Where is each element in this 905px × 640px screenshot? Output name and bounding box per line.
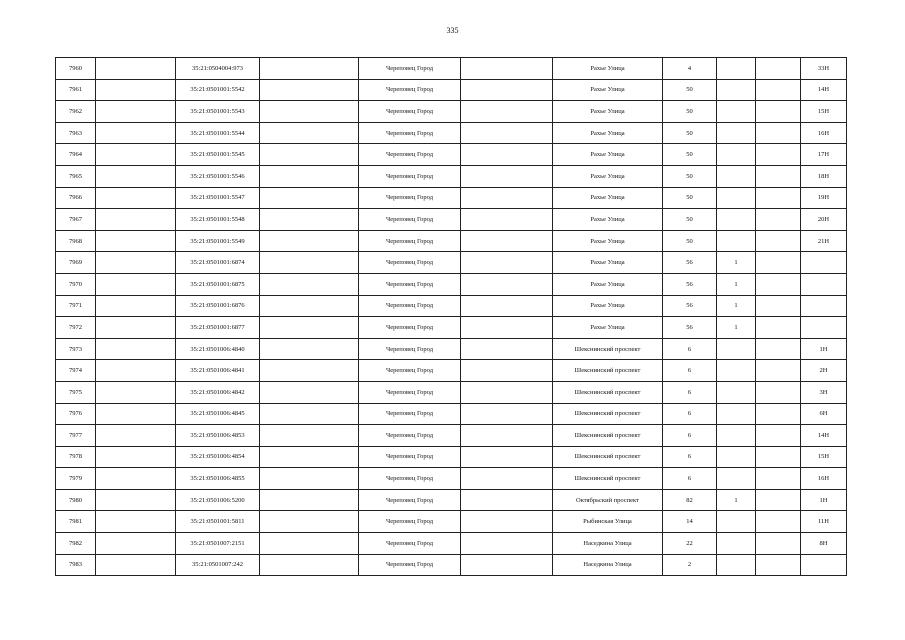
cadastral-number-cell: 35:21:0501006:4854 xyxy=(176,446,260,468)
cadastral-number-cell: 35:21:0501001:5543 xyxy=(176,101,260,123)
house-number-cell: 50 xyxy=(663,209,717,231)
empty-cell xyxy=(96,230,176,252)
city-cell: Череповец Город xyxy=(359,403,461,425)
house-number-cell: 56 xyxy=(663,252,717,274)
empty-cell xyxy=(260,338,359,360)
building-cell xyxy=(717,144,756,166)
building-cell xyxy=(717,101,756,123)
empty-cell xyxy=(96,425,176,447)
row-number-cell: 7962 xyxy=(56,101,96,123)
row-number-cell: 7968 xyxy=(56,230,96,252)
room-cell: 3Н xyxy=(801,381,847,403)
city-cell: Череповец Город xyxy=(359,317,461,339)
room-cell: 1Н xyxy=(801,489,847,511)
empty-cell xyxy=(756,165,801,187)
table-row xyxy=(56,360,847,382)
house-number-cell: 6 xyxy=(663,468,717,490)
street-cell: Рахье Улица xyxy=(553,230,663,252)
table-row xyxy=(56,425,847,447)
empty-cell xyxy=(461,230,553,252)
empty-cell xyxy=(260,144,359,166)
empty-cell xyxy=(461,489,553,511)
room-cell: 21Н xyxy=(801,230,847,252)
empty-cell xyxy=(96,122,176,144)
empty-cell xyxy=(260,468,359,490)
house-number-cell: 6 xyxy=(663,338,717,360)
city-cell: Череповец Город xyxy=(359,273,461,295)
building-cell xyxy=(717,209,756,231)
empty-cell xyxy=(461,317,553,339)
empty-cell xyxy=(461,101,553,123)
city-cell: Череповец Город xyxy=(359,446,461,468)
table-row xyxy=(56,144,847,166)
empty-cell xyxy=(461,79,553,101)
table-row xyxy=(56,187,847,209)
room-cell: 16Н xyxy=(801,122,847,144)
empty-cell xyxy=(260,360,359,382)
table-body xyxy=(56,58,847,576)
row-number-cell: 7965 xyxy=(56,165,96,187)
empty-cell xyxy=(461,273,553,295)
room-cell: 20Н xyxy=(801,209,847,231)
city-cell: Череповец Город xyxy=(359,360,461,382)
building-cell xyxy=(717,403,756,425)
empty-cell xyxy=(260,165,359,187)
room-cell: 33Н xyxy=(801,58,847,80)
empty-cell xyxy=(260,101,359,123)
room-cell: 16Н xyxy=(801,468,847,490)
building-cell: 1 xyxy=(717,252,756,274)
empty-cell xyxy=(756,511,801,533)
empty-cell xyxy=(260,122,359,144)
row-number-cell: 7972 xyxy=(56,317,96,339)
street-cell: Шекснинский проспект xyxy=(553,446,663,468)
house-number-cell: 56 xyxy=(663,273,717,295)
row-number-cell: 7966 xyxy=(56,187,96,209)
empty-cell xyxy=(260,533,359,555)
empty-cell xyxy=(96,295,176,317)
street-cell: Рахье Улица xyxy=(553,252,663,274)
table-row xyxy=(56,554,847,576)
cadastral-number-cell: 35:21:0501007:242 xyxy=(176,554,260,576)
table-row xyxy=(56,511,847,533)
empty-cell xyxy=(96,58,176,80)
empty-cell xyxy=(260,58,359,80)
table-row xyxy=(56,338,847,360)
house-number-cell: 56 xyxy=(663,317,717,339)
street-cell: Рахье Улица xyxy=(553,317,663,339)
empty-cell xyxy=(461,425,553,447)
empty-cell xyxy=(461,446,553,468)
room-cell xyxy=(801,317,847,339)
empty-cell xyxy=(756,58,801,80)
city-cell: Череповец Город xyxy=(359,252,461,274)
house-number-cell: 50 xyxy=(663,79,717,101)
empty-cell xyxy=(756,338,801,360)
street-cell: Рахье Улица xyxy=(553,144,663,166)
row-number-cell: 7967 xyxy=(56,209,96,231)
street-cell: Рахье Улица xyxy=(553,187,663,209)
street-cell: Шекснинский проспект xyxy=(553,425,663,447)
house-number-cell: 82 xyxy=(663,489,717,511)
street-cell: Рахье Улица xyxy=(553,101,663,123)
room-cell xyxy=(801,554,847,576)
table-row xyxy=(56,230,847,252)
empty-cell xyxy=(756,403,801,425)
empty-cell xyxy=(260,230,359,252)
room-cell: 14Н xyxy=(801,425,847,447)
empty-cell xyxy=(260,446,359,468)
table-row xyxy=(56,122,847,144)
table-row xyxy=(56,533,847,555)
row-number-cell: 7982 xyxy=(56,533,96,555)
city-cell: Череповец Город xyxy=(359,79,461,101)
empty-cell xyxy=(756,295,801,317)
house-number-cell: 22 xyxy=(663,533,717,555)
empty-cell xyxy=(260,489,359,511)
house-number-cell: 6 xyxy=(663,446,717,468)
empty-cell xyxy=(96,533,176,555)
street-cell: Рахье Улица xyxy=(553,58,663,80)
street-cell: Рахье Улица xyxy=(553,165,663,187)
row-number-cell: 7973 xyxy=(56,338,96,360)
empty-cell xyxy=(756,381,801,403)
empty-cell xyxy=(96,209,176,231)
street-cell: Шекснинский проспект xyxy=(553,468,663,490)
cadastral-number-cell: 35:21:0501001:6875 xyxy=(176,273,260,295)
empty-cell xyxy=(96,489,176,511)
table-row xyxy=(56,58,847,80)
street-cell: Рахье Улица xyxy=(553,295,663,317)
empty-cell xyxy=(96,554,176,576)
empty-cell xyxy=(260,403,359,425)
house-number-cell: 50 xyxy=(663,122,717,144)
empty-cell xyxy=(461,187,553,209)
city-cell: Череповец Город xyxy=(359,295,461,317)
empty-cell xyxy=(260,209,359,231)
building-cell xyxy=(717,511,756,533)
row-number-cell: 7981 xyxy=(56,511,96,533)
empty-cell xyxy=(260,511,359,533)
empty-cell xyxy=(260,554,359,576)
row-number-cell: 7983 xyxy=(56,554,96,576)
row-number-cell: 7963 xyxy=(56,122,96,144)
street-cell: Рахье Улица xyxy=(553,122,663,144)
city-cell: Череповец Город xyxy=(359,58,461,80)
empty-cell xyxy=(96,446,176,468)
street-cell: Рахье Улица xyxy=(553,79,663,101)
room-cell xyxy=(801,295,847,317)
street-cell: Рахье Улица xyxy=(553,209,663,231)
street-cell: Шекснинский проспект xyxy=(553,403,663,425)
empty-cell xyxy=(756,273,801,295)
empty-cell xyxy=(756,144,801,166)
building-cell: 1 xyxy=(717,317,756,339)
room-cell: 8Н xyxy=(801,533,847,555)
empty-cell xyxy=(96,101,176,123)
page-number: 335 xyxy=(446,26,459,35)
table-row xyxy=(56,165,847,187)
cadastral-number-cell: 35:21:0504004:973 xyxy=(176,58,260,80)
empty-cell xyxy=(96,511,176,533)
room-cell xyxy=(801,273,847,295)
room-cell xyxy=(801,252,847,274)
row-number-cell: 7964 xyxy=(56,144,96,166)
empty-cell xyxy=(756,554,801,576)
empty-cell xyxy=(96,273,176,295)
empty-cell xyxy=(96,317,176,339)
empty-cell xyxy=(461,468,553,490)
row-number-cell: 7977 xyxy=(56,425,96,447)
empty-cell xyxy=(756,209,801,231)
house-number-cell: 56 xyxy=(663,295,717,317)
house-number-cell: 14 xyxy=(663,511,717,533)
room-cell: 18Н xyxy=(801,165,847,187)
house-number-cell: 6 xyxy=(663,381,717,403)
table-row xyxy=(56,252,847,274)
room-cell: 19Н xyxy=(801,187,847,209)
city-cell: Череповец Город xyxy=(359,187,461,209)
row-number-cell: 7960 xyxy=(56,58,96,80)
empty-cell xyxy=(461,58,553,80)
room-cell: 14Н xyxy=(801,79,847,101)
street-cell: Шекснинский проспект xyxy=(553,381,663,403)
house-number-cell: 6 xyxy=(663,360,717,382)
row-number-cell: 7978 xyxy=(56,446,96,468)
row-number-cell: 7976 xyxy=(56,403,96,425)
row-number-cell: 7971 xyxy=(56,295,96,317)
empty-cell xyxy=(756,187,801,209)
house-number-cell: 6 xyxy=(663,425,717,447)
city-cell: Череповец Город xyxy=(359,101,461,123)
building-cell xyxy=(717,165,756,187)
empty-cell xyxy=(260,425,359,447)
empty-cell xyxy=(260,273,359,295)
empty-cell xyxy=(461,338,553,360)
cadastral-number-cell: 35:21:0501001:6876 xyxy=(176,295,260,317)
street-cell: Наседкина Улица xyxy=(553,533,663,555)
street-cell: Шекснинский проспект xyxy=(553,360,663,382)
street-cell: Наседкина Улица xyxy=(553,554,663,576)
empty-cell xyxy=(756,252,801,274)
street-cell: Шекснинский проспект xyxy=(553,338,663,360)
city-cell: Череповец Город xyxy=(359,209,461,231)
empty-cell xyxy=(260,317,359,339)
empty-cell xyxy=(461,122,553,144)
building-cell xyxy=(717,58,756,80)
house-number-cell: 6 xyxy=(663,403,717,425)
empty-cell xyxy=(96,360,176,382)
building-cell xyxy=(717,187,756,209)
empty-cell xyxy=(461,554,553,576)
city-cell: Череповец Город xyxy=(359,144,461,166)
cadastral-number-cell: 35:21:0501001:5545 xyxy=(176,144,260,166)
building-cell xyxy=(717,360,756,382)
registry-table xyxy=(55,57,847,576)
room-cell: 15Н xyxy=(801,446,847,468)
empty-cell xyxy=(756,317,801,339)
empty-cell xyxy=(260,295,359,317)
row-number-cell: 7980 xyxy=(56,489,96,511)
cadastral-number-cell: 35:21:0501006:5200 xyxy=(176,489,260,511)
house-number-cell: 50 xyxy=(663,165,717,187)
street-cell: Рахье Улица xyxy=(553,273,663,295)
building-cell xyxy=(717,122,756,144)
street-cell: Октябрьский проспект xyxy=(553,489,663,511)
room-cell: 15Н xyxy=(801,101,847,123)
house-number-cell: 50 xyxy=(663,144,717,166)
cadastral-number-cell: 35:21:0501006:4855 xyxy=(176,468,260,490)
empty-cell xyxy=(461,295,553,317)
city-cell: Череповец Город xyxy=(359,381,461,403)
building-cell: 1 xyxy=(717,295,756,317)
empty-cell xyxy=(461,533,553,555)
empty-cell xyxy=(756,446,801,468)
cadastral-number-cell: 35:21:0501007:2151 xyxy=(176,533,260,555)
table-row xyxy=(56,209,847,231)
building-cell xyxy=(717,425,756,447)
cadastral-number-cell: 35:21:0501001:5546 xyxy=(176,165,260,187)
building-cell xyxy=(717,79,756,101)
empty-cell xyxy=(756,79,801,101)
cadastral-number-cell: 35:21:0501006:4853 xyxy=(176,425,260,447)
building-cell xyxy=(717,381,756,403)
house-number-cell: 50 xyxy=(663,230,717,252)
empty-cell xyxy=(96,187,176,209)
empty-cell xyxy=(260,381,359,403)
building-cell: 1 xyxy=(717,273,756,295)
empty-cell xyxy=(461,165,553,187)
empty-cell xyxy=(461,252,553,274)
empty-cell xyxy=(260,187,359,209)
house-number-cell: 50 xyxy=(663,101,717,123)
table-row xyxy=(56,381,847,403)
empty-cell xyxy=(756,425,801,447)
building-cell xyxy=(717,230,756,252)
building-cell xyxy=(717,533,756,555)
cadastral-number-cell: 35:21:0501001:5548 xyxy=(176,209,260,231)
room-cell: 11Н xyxy=(801,511,847,533)
empty-cell xyxy=(461,381,553,403)
cadastral-number-cell: 35:21:0501001:5542 xyxy=(176,79,260,101)
table-row xyxy=(56,317,847,339)
table-row xyxy=(56,295,847,317)
empty-cell xyxy=(260,79,359,101)
empty-cell xyxy=(756,360,801,382)
cadastral-number-cell: 35:21:0501006:4842 xyxy=(176,381,260,403)
city-cell: Череповец Город xyxy=(359,533,461,555)
room-cell: 1Н xyxy=(801,338,847,360)
empty-cell xyxy=(96,338,176,360)
city-cell: Череповец Город xyxy=(359,489,461,511)
cadastral-number-cell: 35:21:0501001:6877 xyxy=(176,317,260,339)
building-cell xyxy=(717,446,756,468)
cadastral-number-cell: 35:21:0501001:5811 xyxy=(176,511,260,533)
empty-cell xyxy=(461,403,553,425)
cadastral-number-cell: 35:21:0501001:5547 xyxy=(176,187,260,209)
table-row xyxy=(56,101,847,123)
table-row xyxy=(56,489,847,511)
city-cell: Череповец Город xyxy=(359,122,461,144)
table-row xyxy=(56,403,847,425)
building-cell xyxy=(717,554,756,576)
table-row xyxy=(56,468,847,490)
building-cell: 1 xyxy=(717,489,756,511)
table-row xyxy=(56,446,847,468)
empty-cell xyxy=(756,122,801,144)
empty-cell xyxy=(96,252,176,274)
street-cell: Рыбинская Улица xyxy=(553,511,663,533)
city-cell: Череповец Город xyxy=(359,554,461,576)
room-cell: 17Н xyxy=(801,144,847,166)
building-cell xyxy=(717,468,756,490)
cadastral-number-cell: 35:21:0501006:4840 xyxy=(176,338,260,360)
table-row xyxy=(56,273,847,295)
empty-cell xyxy=(96,403,176,425)
empty-cell xyxy=(461,144,553,166)
empty-cell xyxy=(96,144,176,166)
house-number-cell: 2 xyxy=(663,554,717,576)
house-number-cell: 50 xyxy=(663,187,717,209)
cadastral-number-cell: 35:21:0501006:4845 xyxy=(176,403,260,425)
empty-cell xyxy=(756,230,801,252)
empty-cell xyxy=(756,533,801,555)
row-number-cell: 7979 xyxy=(56,468,96,490)
empty-cell xyxy=(96,165,176,187)
empty-cell xyxy=(96,468,176,490)
row-number-cell: 7961 xyxy=(56,79,96,101)
table-row xyxy=(56,79,847,101)
city-cell: Череповец Город xyxy=(359,425,461,447)
empty-cell xyxy=(260,252,359,274)
city-cell: Череповец Город xyxy=(359,338,461,360)
empty-cell xyxy=(461,360,553,382)
row-number-cell: 7975 xyxy=(56,381,96,403)
empty-cell xyxy=(96,381,176,403)
row-number-cell: 7969 xyxy=(56,252,96,274)
city-cell: Череповец Город xyxy=(359,468,461,490)
row-number-cell: 7974 xyxy=(56,360,96,382)
city-cell: Череповец Город xyxy=(359,230,461,252)
house-number-cell: 4 xyxy=(663,58,717,80)
empty-cell xyxy=(461,209,553,231)
empty-cell xyxy=(756,489,801,511)
cadastral-number-cell: 35:21:0501001:5549 xyxy=(176,230,260,252)
building-cell xyxy=(717,338,756,360)
empty-cell xyxy=(756,101,801,123)
row-number-cell: 7970 xyxy=(56,273,96,295)
cadastral-number-cell: 35:21:0501006:4841 xyxy=(176,360,260,382)
empty-cell xyxy=(756,468,801,490)
cadastral-number-cell: 35:21:0501001:5544 xyxy=(176,122,260,144)
cadastral-number-cell: 35:21:0501001:6874 xyxy=(176,252,260,274)
empty-cell xyxy=(461,511,553,533)
room-cell: 6Н xyxy=(801,403,847,425)
city-cell: Череповец Город xyxy=(359,165,461,187)
city-cell: Череповец Город xyxy=(359,511,461,533)
empty-cell xyxy=(96,79,176,101)
room-cell: 2Н xyxy=(801,360,847,382)
